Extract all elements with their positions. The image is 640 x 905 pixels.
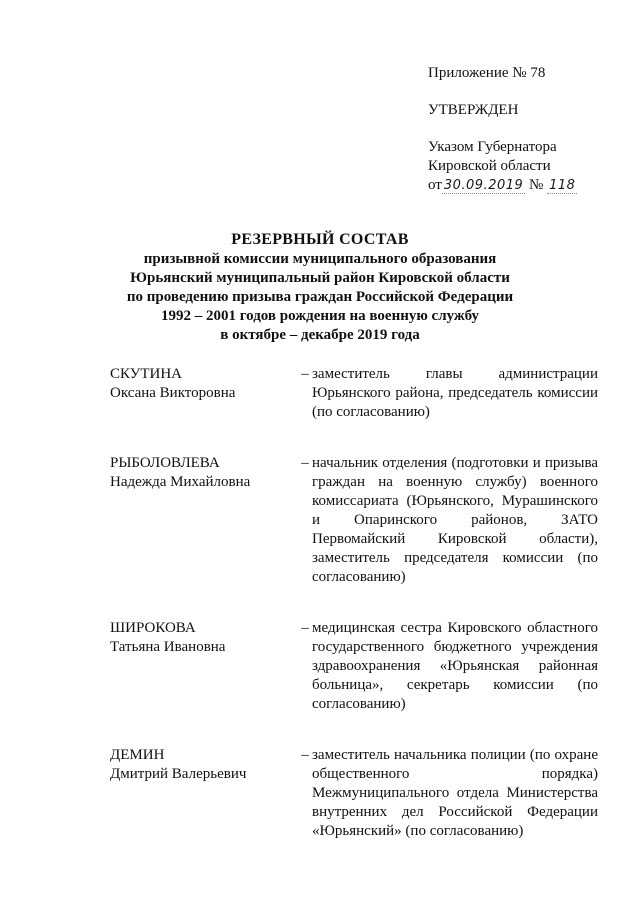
title-line: Юрьянский муниципальный район Кировской области — [130, 270, 510, 286]
member-given-name: Дмитрий Валерьевич — [110, 766, 247, 782]
member-surname: РЫБОЛОВЛЕВА — [110, 455, 220, 471]
decree-line-2: Кировской области — [428, 158, 551, 174]
appendix-number: Приложение № 78 — [428, 65, 546, 81]
handwritten-number: 118 — [549, 178, 576, 193]
member-list — [110, 365, 600, 873]
member-given-name: Оксана Викторовна — [110, 385, 236, 401]
member-name — [110, 619, 298, 714]
number-prefix: № — [529, 177, 544, 193]
document-title — [90, 230, 550, 345]
member-surname: ШИРОКОВА — [110, 620, 196, 636]
date-prefix: от — [428, 177, 442, 193]
approved-label: УТВЕРЖДЕН — [428, 102, 519, 118]
title-line: призывной комиссии муниципального образования — [143, 251, 497, 267]
member-given-name: Надежда Михайловна — [110, 474, 251, 490]
member-name — [110, 454, 298, 587]
member-surname: ДЕМИН — [110, 747, 165, 763]
member-given-name: Татьяна Ивановна — [110, 639, 226, 655]
member-dash: – — [301, 747, 309, 763]
title-line: 1992 – 2001 годов рождения на военную службу — [160, 308, 480, 324]
member-dash: – — [301, 366, 309, 382]
member-dash: – — [301, 620, 309, 636]
handwritten-date: 30.09.2019 — [443, 178, 524, 193]
member-entry — [110, 365, 600, 422]
member-dash: – — [301, 455, 309, 471]
member-role: заместитель главы администрации Юрьянского района, председатель комиссии (по согласованию) — [312, 366, 598, 420]
member-role: медицинская сестра Кировского областного государственного бюджетного учреждения здравоохранения «Юрьянская районная больница», секретарь комиссии (по согласованию) — [312, 620, 598, 712]
decree-line-1: Указом Губернатора — [428, 139, 557, 155]
member-entry — [110, 746, 600, 841]
approval-stamp-block — [428, 64, 628, 195]
title-line: в октябре – декабре 2019 года — [220, 327, 420, 343]
member-role: заместитель начальника полиции (по охране общественного порядка) Межмуниципального отдела Министерства внутренних дел Российской Федерации «Юрьянский» (по согласованию) — [312, 747, 598, 839]
member-name — [110, 365, 298, 422]
title-main: РЕЗЕРВНЫЙ СОСТАВ — [231, 231, 409, 248]
member-entry — [110, 454, 600, 587]
member-name — [110, 746, 298, 841]
member-role: начальник отделения (подготовки и призыва граждан на военную службу) военного комиссариата (Юрьянского, Мурашинского и Опаринского районов, ЗАТО Первомайский Кировской области), заместитель председателя комиссии (по согласованию) — [312, 455, 598, 585]
member-surname: СКУТИНА — [110, 366, 182, 382]
title-line: по проведению призыва граждан Российской Федерации — [126, 289, 514, 305]
member-entry — [110, 619, 600, 714]
decree-date-line — [428, 176, 628, 195]
